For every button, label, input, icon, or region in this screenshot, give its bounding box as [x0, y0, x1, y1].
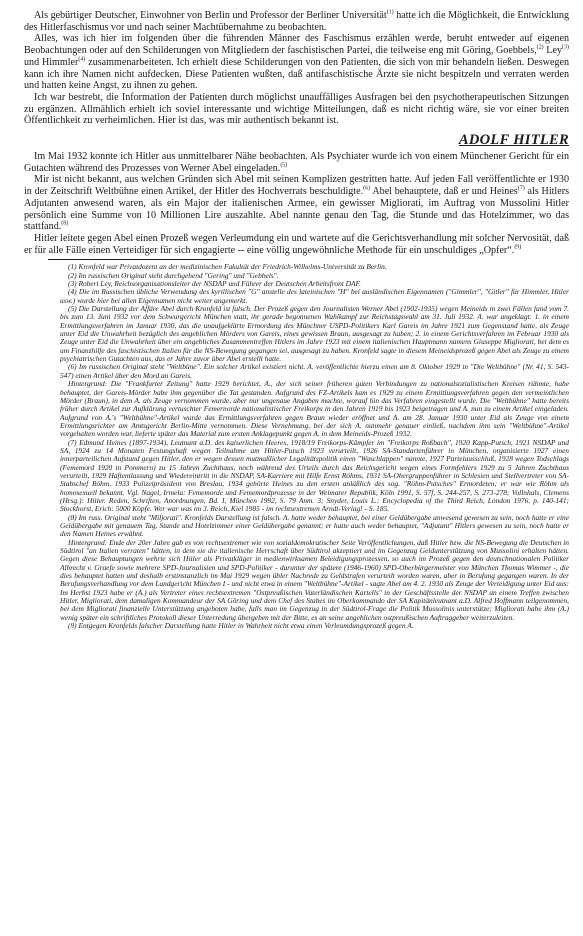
footnotes-section	[24, 263, 569, 630]
intro-paragraph-2: Alles, was ich hier im folgenden über die führenden Männer des Faschismus erzählen werde, beruht entweder auf eigenen Beobachtungen oder auf den Schilderungen von Mitgliedern der faschistischen Partei, die teilweise eng mit Göring, Goebbels,$^{(2)}$ Ley$^{(3)}$ und Himmler$^{(4)}$ zusammenarbeiteten. Ich erhielt diese Schilderungen von den Patienten, die sich von mir behandeln ließen. Deswegen kann ich ihre Namen nicht aufdecken. Diese Patienten wußten, daß antifaschistische Ärzte sie nicht bespitzeln und verraten werden und hatten keine Angst, zu ihnen zu gehen.	[24, 33, 570, 92]
footnote-6-background: Hintergrund: Die "Frankfurter Zeitung" hatte 1929 berichtet, A., der sich seiner früheren guten Verbindungen zu nationalsozialistischen Kreisen rühmte, habe behauptet, der Gareis-Mörder habe ihm gegenüber die Tat gestanden. Aufgrund des FZ-Artikels kam es 1929 zu einem Ermittlungsverfahren gegen den vermeintlichen Mörder (Braun), in dem A. als Zeuge vernommen wurde, aber nur ungenaue Angaben machte, worauf hin das Verfahren eingestellt wurde. Die "Weltbühne" hatte bereits früher durch Artikel zur Aufklärung vertuschter Femernorde nationalistischer Freikorps in den Jahren 1919 bis 1923 beigetragen und A. nun zu einem Artikel eingeladen. Aufgrund von A.'s "Weltbühne"-Artikel wurde das Ermittlungsverfahren gegen Braun wieder eröffnet und A. am 28. Januar 1930 unter Eid als Zeuge von einem Ermittlungsrichter am Amtsgericht Berlin-Mitte vernommen. Diese Vernehmung, bei der sich A. nunmehr genauer einließ, nachdem ihm sein "Weltbühne"-Artikel vorgehalten worden war, lieferte später das Material zum ersten Anklagepunkt gegen A. in dem Meineids-Prozeß 1932.	[60, 379, 569, 439]
section-heading	[24, 131, 569, 149]
footnote-7: (7) Edmund Heines (1897-1934), Leutnant a.D. des kaiserlichen Heeres, 1918/19 Freikorps-Kämpfer im "Freikorps Roßbach", 1920 Kapp-Putsch, 1921 NSDAP und SA, 1924 zu 14 Monaten Festungshaft wegen Teilnahme am Hitler-Putsch 1923 verurteilt, 1926 SA-Standartenführer in München, organisierte 1927 einen innerparteilichen Aufstand gegen Hitler, den er wegen dessen mutmaßlicher Legalitätspolitik einen "Waschlappen" nannte, 1927 Parteiausschluß, 1928 wegen Todschlags (Fememord 1920 in Pommern) zu 15 Jahren Zuchthaus, noch während des Urteils durch das Reichsgericht wegen eines Formfehlers 1929 zu 5 Jahren Zuchthaus verurteilt, 1929 Haftentlassung und Wiedereintritt in die NSDAP, SA-Karriere mit Hilfe Ernst Röhms, 1931 SA-Obergruppenführer in Schlesien und Stellvertreter von SA-Stabschef Röhm, 1933 Polizeipräsident von Breslau, 1934 gehörte Heines zu den ersten anläßlich des sog. "Röhm-Putsches" Ermordeten; er war wie Röhm als homosexuell bekannt. Vgl. Nagel, Irmela: Fememorde und Fememordprozesse in der Weimarer Republik, Köln 1991, S. 57f, S. 244-257, S. 273-278; Vollnhals, Clemens (Hrsg.): Hitler. Reden, Schriften, Anordnungen, Bd. I, München 1992, S. 79 Anm. 3; Snyder, Louis L.: Encyclopedia of the Third Reich, London 1976, p. 140-141; Stockhorst, Erich: 5000 Köpfe. Wer war was im 3. Reich, Kiel 1985 - im rechtsextremen Arndt-Verlag! - S. 185.	[60, 437, 569, 514]
footnote-9: (9) Entgegen Kronfelds falscher Darstellung hatte Hitler in Wahrheit nicht etwa einen Verleumdungsprozeß gegen A.	[68, 621, 414, 631]
footnote-5: (5) Die Darstellung der Affäre Abel durch Kronfeld ist falsch. Der Prozeß gegen den Journalisten Werner Abel (1902-1935) wegen Meineids in zwei Fällen fand vom 7. bis zum 13. Juni 1932 vor dem Schwurgericht München statt, ihr gerade begonnenen Wahlkampf zur Reichstagswahl am 31. Juli 1932. A. war angeklagt: 1. in einem Ermittlungsverfahren im Januar 1930, das die unaufgeklärte Ermordung des Münchner USPD-Politikers Karl Gareis im Jahre 1921 zum Gegenstand hatte, als Zeuge unter Eid die Unwahrheit bezüglich des angeblichen Mörders von Gareis, eines gewissen Braun, ausgesagt zu haben; 2. in einem Gerichtsverfahren im Februar 1930 als Zeuge unter Eid die Unwahrheit über ein angebliches Zusammentreffen Hitlers im Jahre 1923 mit einem italienischen Hauptmann namens Giuseppe Migliorati, bei dem es um Finanzhilfe des faschistischen Italien für die NS-Bewegung gegangen sei, ausgesagt zu haben. Kronfeld sagte in diesem Meineidsprozeß gegen Abel als Zeuge zu einem psychiatrischen Gutachten aus, das er Jahre zuvor über Abel erstellt hatte.	[60, 304, 569, 364]
intro-section	[24, 10, 569, 127]
footnote-6: (6) Im russischen Original steht "Weltbüne". Ein solcher Artikel existiert nicht. A. veröffentlichte hierzu einen am 8. Oktober 1929 in "Die Weltbühne" (Nr. 41, S. 543-547) einen Artikel über den Mord an Gareis.	[60, 362, 569, 380]
footnote-8-background: Hintergrund: Ende der 20er Jahre gab es von rechtsextremer wie von sozialdemokratischer Seite Veröffentlichungen, daß Hitler bzw. die NS-Bewegung die Deutschen in Südtirol "an Italien verraten" hätten, in dem sie die italienische Herrschaft über Südtirol akzeptiert und im Gegenzug Geldunterstützung von Mussolini erhalten hätten. Gegen diese Behauptungen wehrte sich Hitler als Privatkläger in medienwirksamen Beleidigungsprozessen, so auch im Prozeß gegen den deutschnationalen Politiker Albrecht v. Graefe sowie mehrere SPD-Journalisten und SPD-Politiker - darunter der spätere (1946-1960) SPD-Oberbürgermeister von München Thomas Wimmer -, die dies behauptet hatten und deshalb erstinstanzlich im Mai 1929 wegen übler Nachrede zu Geldstrafen verurteilt worden waren, aber in Berufung gegangen waren. In der Berufungsverhandlung vor dem Landgericht München I - und nicht etwa in einem "Weltbühne"-Artikel - sagte Abel am 4. 2. 1930 als Zeuge der Verteidigung unter Eid aus: Im Herbst 1923 habe er (A.) als Vertreter eines rechtsextremen "Ostpreußischen Vaterländischen Kartells" in der Geschäftsstelle der NSDAP an einem Treffen zwischen Hitler, Migliorati, dem damaligen Kommandeur der SA Göring und dem Chef des Stabes im Oberkommando der SA Kapitänleutnant a.D. Alfred Hoffmann teilgenommen, bei dem Migliorati finanzielle Unterstützung angeboten habe, falls man im Gegenzug in der Südtirol-Frage die Politik Mussolinis unterstütze; Migliorati habe ihm (A.) wenig später ein schriftliches Protokoll dieser Unterredung übergeben mit der Bitte, es an seine angeblichen ostpreußischen Auftraggeber weiterzuleiten.	[60, 537, 569, 622]
footnote-4: (4) Die im Russischen übliche Verwendung des kyrillischen "G" anstelle des lateinischen "H" bei ausländischen Eigennamen ("Gimmler", "Gitler" für Himmler, Hitler usw.) wurde hier bei allen Eigennamen nicht weiter angemerkt.	[60, 287, 569, 305]
footnote-2: (2) Im russischen Original steht durchgehend "Gering" und "Gebbels".	[68, 270, 279, 280]
hitler-section	[24, 151, 569, 256]
hitler-paragraph-3: Hitler leitete gegen Abel einen Prozeß wegen Verleumdung ein und wartete auf die Gerichtsverhandlung mit solcher Nervosität, daß er für alle Fälle einen Verteidiger für sich engagierte -- eine völlig ungewöhnliche Methode für ein unschuldiges „Opfer“.$^{(9)}$	[24, 232, 569, 256]
section-title: ADOLF HITLER	[458, 132, 569, 149]
footnote-divider	[48, 259, 218, 260]
intro-paragraph-1: Als gebürtiger Deutscher, Einwohner von Berlin und Professor der Berliner Universität$^{(1)}$ hatte ich die Möglichkeit, die Entwicklung des Hitlerfaschismus vor und nach seiner Machtübernahme zu beobachten.	[24, 9, 569, 33]
hitler-paragraph-2: Mir ist nicht bekannt, aus welchen Gründen sich Abel mit seinen Komplizen gestritten hatte. Auf jeden Fall veröffentlichte er 1930 in der Zeitschrift Weltbühne einen Artikel, der Hitler des Hochverrats beschuldigte.$^{(6)}$ Abel behauptete, daß er und Heines$^{(7)}$ als Hitlers Adjutanten anwesend waren, als ein Major der italienischen Armee, ein gewisser Migliorati, im Auftrag von Mussolini Hitler persönlich eine Summe von 10 Millionen Lire auszahlte. Abel nannte genau den Tag, die Stunde und das Hotelzimmer, wo das stattfand.$^{(8)}$	[24, 174, 570, 233]
footnote-8: (8) Im russ. Original steht "Miljorati". Kronfelds Darstellung ist falsch. A. hatte weder behauptet, bei einer Geldübergabe anwesend gewesen zu sein, noch hatte er eine Geldübergabe mit genauem Tag, Stunde und Hotelzimmer einer Geldübergabe genannt; er hatte auch weder behauptet, "Adjutant" Hitlers gewesen zu sein, noch hatte er den Namen Heines erwähnt.	[60, 512, 569, 539]
footnote-3: (3) Robert Ley, Reichsorganisationsleiter der NSDAP und Führer der Deutschen Arbeitsfront DAF.	[68, 279, 361, 289]
hitler-paragraph-1: Im Mai 1932 konnte ich Hitler aus unmittelbarer Nähe beobachten. Als Psychiater wurde ich von einem Münchener Gericht für ein Gutachten während des Prozesses von Werner Abel eingeladen.$^{(5)}$	[24, 151, 569, 174]
footnote-1: (1) Kronfeld war Privatdozent an der medizinischen Fakultät der Friedrich-Wilhelms-Universität zu Berlin.	[68, 262, 387, 272]
intro-paragraph-3: Ich war bestrebt, die Information der Patienten durch möglichst unauffälliges Ausfragen bei den psychotherapeutischen Sitzungen zu ergänzen. Allmählich erhielt ich soviel interessante und wichtige Mitteilungen, daß es nicht richtig wäre, sie vor einer breiten Öffentlichkeit zu verheimlichen. Hier ist das, was mir authentisch bekannt ist.	[24, 91, 569, 127]
